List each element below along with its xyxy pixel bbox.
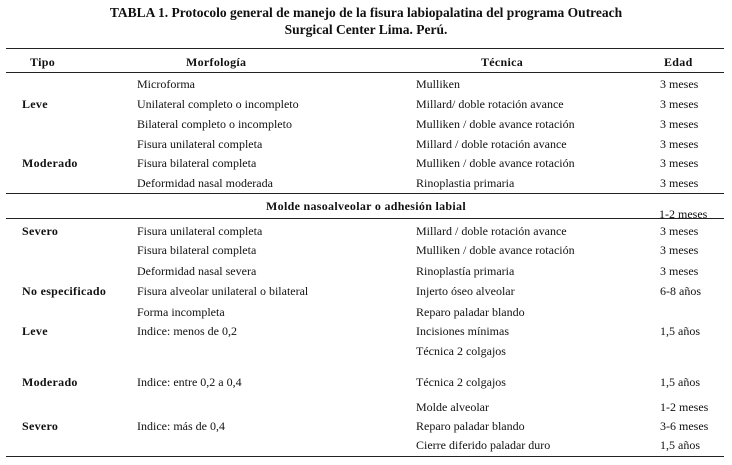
morfologia-cell: Bilateral completo o incompleto bbox=[137, 117, 292, 131]
edad-cell: 1-2 meses bbox=[660, 400, 709, 414]
tecnica-cell: Reparo paladar blando bbox=[416, 419, 525, 433]
tecnica-cell: Incisiones mínimas bbox=[416, 324, 509, 338]
tecnica-cell: Mulliken / doble avance rotación bbox=[416, 243, 575, 257]
edad-cell: 3 meses bbox=[660, 264, 699, 278]
morfologia-cell: Deformidad nasal moderada bbox=[137, 176, 273, 190]
header-edad: Edad bbox=[664, 55, 693, 69]
header-morfologia: Morfología bbox=[186, 55, 247, 69]
tecnica-cell: Injerto óseo alveolar bbox=[416, 284, 515, 298]
morfologia-cell: Microforma bbox=[137, 77, 195, 91]
tipo-cell: Leve bbox=[22, 97, 48, 111]
edad-cell: 1,5 años bbox=[660, 375, 700, 389]
morfologia-cell: Deformidad nasal severa bbox=[137, 264, 257, 278]
table-subtitle: Surgical Center Lima. Perú. bbox=[284, 22, 448, 37]
header-tipo: Tipo bbox=[30, 55, 55, 69]
section-rule-bottom bbox=[6, 218, 724, 219]
morfologia-cell: Indice: menos de 0,2 bbox=[137, 324, 237, 338]
tecnica-cell: Millard/ doble rotación avance bbox=[416, 97, 564, 111]
tecnica-cell: Técnica 2 colgajos bbox=[416, 375, 506, 389]
morfologia-cell: Fisura unilateral completa bbox=[137, 137, 263, 151]
morfologia-cell: Unilateral completo o incompleto bbox=[137, 97, 299, 111]
section-edad: 1-2 meses bbox=[659, 207, 708, 221]
edad-cell: 3 meses bbox=[660, 77, 699, 91]
header-tecnica: Técnica bbox=[481, 55, 524, 69]
edad-cell: 3 meses bbox=[660, 137, 699, 151]
table-title: TABLA 1. Protocolo general de manejo de la fisura labiopalatina del programa Outreach bbox=[109, 5, 623, 20]
tipo-cell: Moderado bbox=[22, 375, 78, 389]
tecnica-cell: Cierre diferido paladar duro bbox=[416, 438, 551, 452]
edad-cell: 3 meses bbox=[660, 243, 699, 257]
edad-cell: 3 meses bbox=[660, 156, 699, 170]
top-rule bbox=[6, 48, 724, 49]
header-rule bbox=[6, 72, 724, 73]
tecnica-cell: Rinoplastía primaria bbox=[416, 264, 515, 278]
edad-cell: 3 meses bbox=[660, 176, 699, 190]
section-heading: Molde nasoalveolar o adhesión labial bbox=[266, 199, 466, 213]
tipo-cell: No especificado bbox=[22, 284, 107, 298]
morfologia-cell: Fisura unilateral completa bbox=[137, 224, 263, 238]
section-rule-top bbox=[6, 193, 724, 194]
tecnica-cell: Técnica 2 colgajos bbox=[416, 344, 506, 358]
tecnica-cell: Reparo paladar blando bbox=[416, 305, 525, 319]
morfologia-cell: Fisura alveolar unilateral o bilateral bbox=[137, 284, 309, 298]
edad-cell: 3-6 meses bbox=[660, 419, 709, 433]
morfologia-cell: Indice: más de 0,4 bbox=[137, 419, 225, 433]
tipo-cell: Severo bbox=[22, 419, 59, 433]
tipo-cell: Severo bbox=[22, 224, 59, 238]
edad-cell: 3 meses bbox=[660, 224, 699, 238]
morfologia-cell: Forma incompleta bbox=[137, 305, 225, 319]
tecnica-cell: Millard / doble rotación avance bbox=[416, 224, 567, 238]
bottom-rule bbox=[6, 456, 724, 457]
morfologia-cell: Indice: entre 0,2 a 0,4 bbox=[137, 375, 242, 389]
tecnica-cell: Mulliken / doble avance rotación bbox=[416, 156, 575, 170]
morfologia-cell: Fisura bilateral completa bbox=[137, 243, 257, 257]
tecnica-cell: Millard / doble rotación avance bbox=[416, 137, 567, 151]
tecnica-cell: Mulliken / doble avance rotación bbox=[416, 117, 575, 131]
tecnica-cell: Molde alveolar bbox=[416, 400, 489, 414]
edad-cell: 6-8 años bbox=[660, 284, 701, 298]
edad-cell: 3 meses bbox=[660, 117, 699, 131]
edad-cell: 1,5 años bbox=[660, 324, 700, 338]
tecnica-cell: Mulliken bbox=[416, 77, 460, 91]
edad-cell: 1,5 años bbox=[660, 438, 700, 452]
tecnica-cell: Rinoplastia primaria bbox=[416, 176, 515, 190]
morfologia-cell: Fisura bilateral completa bbox=[137, 156, 257, 170]
edad-cell: 3 meses bbox=[660, 97, 699, 111]
tipo-cell: Moderado bbox=[22, 156, 78, 170]
tipo-cell: Leve bbox=[22, 324, 48, 338]
